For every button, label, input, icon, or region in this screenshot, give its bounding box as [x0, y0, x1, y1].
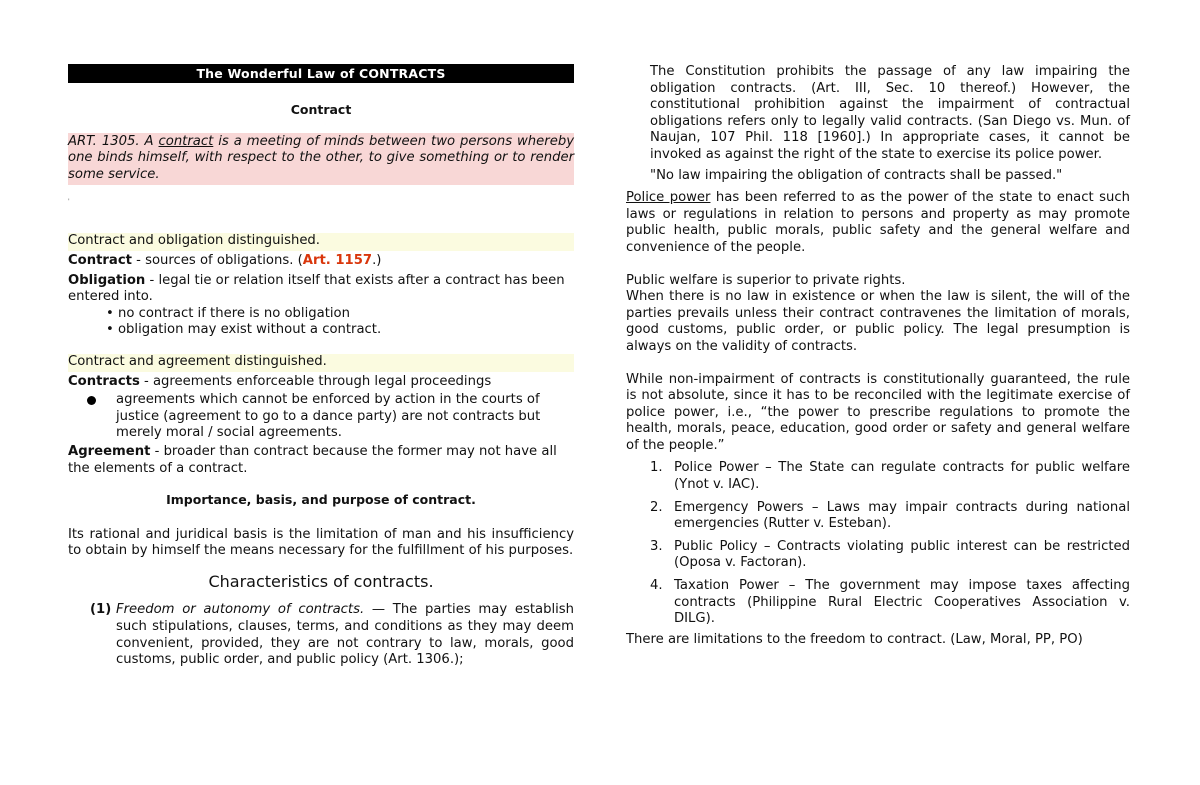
bullet-item: • no contract if there is no obligation [106, 305, 350, 321]
public-welfare-line: Public welfare is superior to private rights. [626, 272, 906, 288]
characteristic-item: (1) Freedom or autonomy of contracts. — The parties may establish such stipulations, clauses, terms, and conditions as they may deem convenient, provided, they are not contrary to law, morals, good customs, public order, and public policy (Art. 1306.); [90, 602, 575, 668]
silent-law-paragraph: When there is no law in existence or when the law is silent, the will of the parties prevails unless their contract contravenes the limitation of morals, good customs, public order, or public policy. The legal presumption is always on the validity of contracts. [626, 289, 1130, 354]
article-1305: ART. 1305. A contract is a meeting of minds between two persons whereby one binds himself, with respect to the other, to give something or to render some service. [68, 133, 574, 186]
constitution-paragraph: The Constitution prohibits the passage of any law impairing the obligation contracts. (Art. III, Sec. 10 thereof.) However, the constitutional prohibition against the impairment of contractual obligations refers only to legally valid contracts. (San Diego vs. Mun. of Naujan, 107 Phil. 118 [1960].) In appropriate cases, it cannot be invoked as against the right of the state to exercise its police power. [650, 64, 1130, 162]
list-item: 3. Public Policy – Contracts violating public interest can be restricted (Oposa v. Factoran). [650, 538, 1130, 571]
bullet-item: • obligation may exist without a contract. [106, 322, 382, 338]
left-column [68, 64, 574, 669]
document-title: The Wonderful Law of CONTRACTS [68, 64, 574, 83]
police-power-paragraph: Police power has been referred to as the power of the state to enact such laws or regulations in relation to persons and property as may promote public health, public morals, public safety and the general welfare and convenience of the people. [626, 190, 1130, 255]
characteristics-heading: Characteristics of contracts. [208, 571, 434, 591]
right-column [626, 64, 1130, 648]
agreement-distinguished-heading: Contract and agreement distinguished. [68, 354, 574, 372]
agreement-definition: Agreement - broader than contract because the former may not have all the elements of a contract. [68, 443, 557, 476]
contracts-definition: Contracts - agreements enforceable through legal proceedings [68, 373, 492, 389]
list-item: 1. Police Power – The State can regulate contracts for public welfare (Ynot v. IAC). [650, 460, 1130, 493]
list-item: 2. Emergency Powers – Laws may impair contracts during national emergencies (Rutter v. Esteban). [650, 499, 1130, 532]
constitution-quote: "No law impairing the obligation of contracts shall be passed." [650, 167, 1063, 183]
police-power-term: Police power [626, 190, 711, 206]
obligation-distinguished-heading: Contract and obligation distinguished. [68, 233, 574, 251]
contract-term: contract [158, 133, 214, 149]
bullet-dot-icon [87, 396, 96, 405]
limitations-line: There are limitations to the freedom to contract. (Law, Moral, PP, PO) [626, 631, 1083, 647]
article-1157-link: Art. 1157 [302, 252, 373, 268]
contract-definition: Contract - sources of obligations. (Art. 1157.) [68, 252, 382, 268]
list-item: agreements which cannot be enforced by action in the courts of justice (agreement to go to a dance party) are not contracts but merely moral / social agreements. [68, 392, 574, 442]
importance-heading: Importance, basis, and purpose of contract. [166, 492, 476, 508]
impairment-paragraph: While non-impairment of contracts is constitutionally guaranteed, the rule is not absolute, since it has to be reconciled with the legitimate exercise of police power, i.e., “the power to prescribe regulations to promote the health, morals, peace, education, good order or safety and general welfare of the people.” [626, 371, 1130, 453]
contract-subheading: Contract [290, 102, 352, 117]
importance-paragraph: Its rational and juridical basis is the limitation of man and his insufficiency to obtain by himself the means necessary for the fulfillment of his purposes. [68, 526, 574, 559]
list-item: 4. Taxation Power – The government may impose taxes affecting contracts (Philippine Rural Electric Cooperatives Association v. DILG). [650, 578, 1130, 627]
obligation-definition: Obligation - legal tie or relation itself that exists after a contract has been entered into. [68, 272, 565, 305]
stray-mark: ' [68, 198, 70, 206]
